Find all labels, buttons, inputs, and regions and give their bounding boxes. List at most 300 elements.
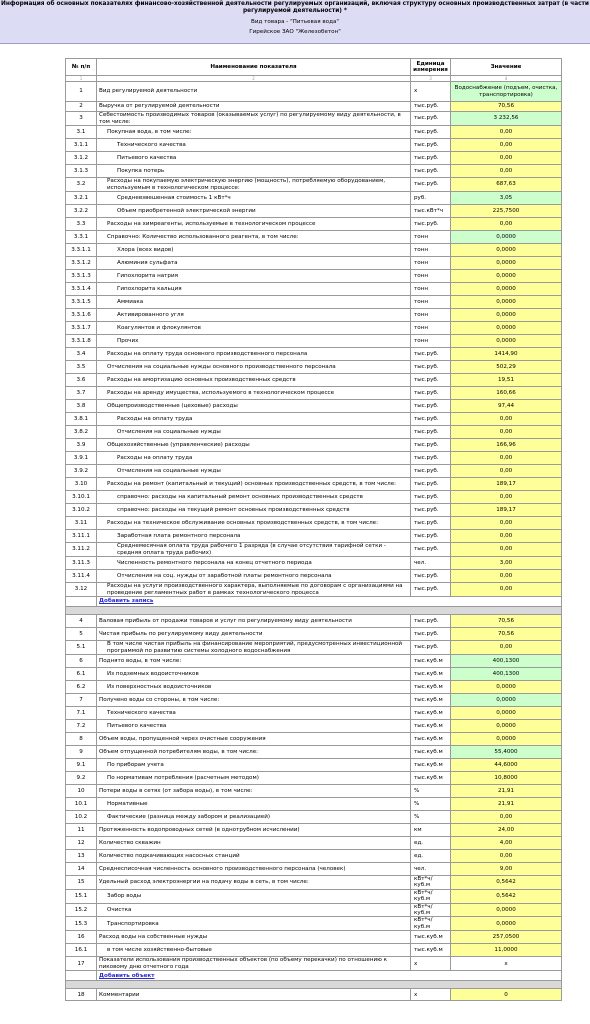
row-number: 3.1 (66, 126, 97, 139)
indicator-name: Отчисления на соц. нужды от заработной платы ремонтного персонала (97, 570, 411, 583)
value-cell[interactable]: 189,17 (451, 478, 562, 491)
table-row (66, 491, 562, 504)
value-cell[interactable]: 24,00 (451, 824, 562, 837)
table-body (66, 82, 562, 1001)
value-cell[interactable]: 9,00 (451, 863, 562, 876)
indicator-name: Расходы на оплату труда основного производственного персонала (97, 348, 411, 361)
value-cell[interactable]: 0,0000 (451, 257, 562, 270)
row-number: 17 (66, 957, 97, 971)
value-cell[interactable]: 0,0000 (451, 283, 562, 296)
row-number: 3.3.1.5 (66, 296, 97, 309)
value-cell[interactable]: 0,00 (451, 165, 562, 178)
value-cell[interactable]: 0,00 (451, 517, 562, 530)
indicator-name: Себестоимость производимых товаров (оказываемых услуг) по регулируемому виду деятельности, в том числе: (97, 112, 411, 126)
unit-cell: тыс.руб. (411, 152, 451, 165)
row-number: 3.8.1 (66, 413, 97, 426)
add-record-link[interactable]: Добавить запись (99, 598, 154, 605)
value-cell[interactable]: 0,0000 (451, 707, 562, 720)
indicator-name: Отчисления на социальные нужды (97, 426, 411, 439)
value-cell[interactable]: 166,96 (451, 439, 562, 452)
row-number: 3.8 (66, 400, 97, 413)
value-cell[interactable]: 10,8000 (451, 772, 562, 785)
value-cell: Водоснабжение (подъем, очистка, транспортировка) (451, 82, 562, 102)
row-number: 15.2 (66, 903, 97, 917)
table-row (66, 931, 562, 944)
row-number: 11 (66, 824, 97, 837)
table-row (66, 746, 562, 759)
table-row (66, 102, 562, 112)
table-row (66, 478, 562, 491)
row-number: 3.11.3 (66, 557, 97, 570)
row-number: 3.11.1 (66, 530, 97, 543)
unit-cell: тыс.руб. (411, 426, 451, 439)
row-number: 16 (66, 931, 97, 944)
indicator-name: Чистая прибыль по регулируемому виду деятельности (97, 628, 411, 641)
unit-cell: % (411, 798, 451, 811)
unit-cell: кВт*ч/куб.м (411, 876, 451, 890)
table-row (66, 557, 562, 570)
value-cell[interactable]: 257,0500 (451, 931, 562, 944)
indicator-name: Комментарии (97, 989, 411, 1001)
unit-cell: тыс.руб. (411, 615, 451, 628)
table-row (66, 82, 562, 102)
table-row (66, 876, 562, 890)
indicator-name: Прочих (97, 335, 411, 348)
table-row (66, 655, 562, 668)
indicator-name: Алюминия сульфата (97, 257, 411, 270)
indicator-name: По приборам учета (97, 759, 411, 772)
value-cell: 400,1300 (451, 655, 562, 668)
table-row (66, 837, 562, 850)
separator-cell (66, 981, 562, 989)
row-number: 7 (66, 694, 97, 707)
row-number: 7.2 (66, 720, 97, 733)
value-cell[interactable]: 0,00 (451, 139, 562, 152)
value-cell[interactable]: 21,91 (451, 798, 562, 811)
indicator-name: Покупка потерь (97, 165, 411, 178)
row-number: 10 (66, 785, 97, 798)
table-row (66, 205, 562, 218)
unit-cell: тыс.руб. (411, 641, 451, 655)
indicator-name: Количество подкачивающих насосных станций (97, 850, 411, 863)
row-number: 6 (66, 655, 97, 668)
table-row (66, 165, 562, 178)
value-cell[interactable]: 0,00 (451, 491, 562, 504)
separator-cell (66, 607, 562, 615)
unit-cell: тыс.руб. (411, 218, 451, 231)
table-row (66, 504, 562, 517)
table-row (66, 439, 562, 452)
add-object-link[interactable]: Добавить объект (99, 972, 155, 979)
unit-cell: тыс.руб. (411, 465, 451, 478)
unit-cell: тыс.куб.м (411, 931, 451, 944)
indicator-name: Расход воды на собственные нужды (97, 931, 411, 944)
table-row (66, 798, 562, 811)
unit-cell: тыс.руб. (411, 478, 451, 491)
table-row (66, 641, 562, 655)
unit-cell: тыс.руб. (411, 517, 451, 530)
indicator-name: Получено воды со стороны, в том числе: (97, 694, 411, 707)
unit-cell: тыс.руб. (411, 583, 451, 597)
unit-cell: тыс.руб. (411, 491, 451, 504)
table-row (66, 178, 562, 192)
unit-cell: тыс.куб.м (411, 759, 451, 772)
value-cell[interactable]: 21,91 (451, 785, 562, 798)
row-number: 7.1 (66, 707, 97, 720)
row-number: 15.3 (66, 917, 97, 931)
table-row (66, 126, 562, 139)
table-row (66, 668, 562, 681)
row-number: 3 (66, 112, 97, 126)
unit-cell: тыс.руб. (411, 178, 451, 192)
indicator-name: Отчисления на социальные нужды (97, 465, 411, 478)
row-number: 15 (66, 876, 97, 890)
table-row (66, 296, 562, 309)
value-cell[interactable]: 0,00 (451, 126, 562, 139)
value-cell[interactable]: 0,0000 (451, 270, 562, 283)
value-cell[interactable]: 0,00 (451, 426, 562, 439)
table-row (66, 889, 562, 903)
indicator-name: Объем воды, пропущенной через очистные сооружения (97, 733, 411, 746)
value-cell: 3,05 (451, 192, 562, 205)
indicator-name: Объем приобретенной электрической энергии (97, 205, 411, 218)
value-cell[interactable]: 0,00 (451, 543, 562, 557)
row-number: 3.4 (66, 348, 97, 361)
value-cell[interactable]: 0,5642 (451, 889, 562, 903)
row-number: 3.10.1 (66, 491, 97, 504)
table-row (66, 452, 562, 465)
unit-cell: ед. (411, 837, 451, 850)
table-row (66, 139, 562, 152)
value-cell[interactable]: 0,00 (451, 850, 562, 863)
value-cell: 0,0000 (451, 231, 562, 244)
table-row (66, 583, 562, 597)
value-cell[interactable]: 0,00 (451, 218, 562, 231)
table-row (66, 426, 562, 439)
table-row (66, 694, 562, 707)
indicator-name: Хлора (всех видов) (97, 244, 411, 257)
table-header-row (66, 59, 562, 76)
table-row (66, 903, 562, 917)
unit-cell: тыс.руб. (411, 439, 451, 452)
unit-cell: тыс.руб. (411, 112, 451, 126)
value-cell[interactable]: 0,0000 (451, 322, 562, 335)
value-cell[interactable]: 0,0000 (451, 903, 562, 917)
unit-cell: тыс.руб. (411, 102, 451, 112)
indicator-name: Средневзвешенная стоимость 1 кВт*ч (97, 192, 411, 205)
indicator-name: Поднято воды, в том числе: (97, 655, 411, 668)
unit-cell: тыс.руб. (411, 543, 451, 557)
unit-cell: тонн (411, 257, 451, 270)
value-cell[interactable]: 0,00 (451, 530, 562, 543)
value-cell[interactable]: 0,00 (451, 583, 562, 597)
row-number: 3.3 (66, 218, 97, 231)
table-row (66, 465, 562, 478)
indicator-name: Численность ремонтного персонала на конец отчетного периода (97, 557, 411, 570)
indicator-name: Количество скважин (97, 837, 411, 850)
unit-cell: тыс.куб.м (411, 707, 451, 720)
unit-cell: чел. (411, 863, 451, 876)
table-row (66, 989, 562, 1001)
unit-cell: тонн (411, 309, 451, 322)
row-number: 4 (66, 615, 97, 628)
value-cell[interactable]: 0,00 (451, 570, 562, 583)
table-row (66, 720, 562, 733)
unit-cell: кВт*ч/куб.м (411, 903, 451, 917)
page-header (0, 0, 590, 44)
value-cell[interactable]: 97,44 (451, 400, 562, 413)
row-number: 13 (66, 850, 97, 863)
value-cell[interactable]: 70,56 (451, 628, 562, 641)
row-number: 3.2.1 (66, 192, 97, 205)
indicator-name: Забор воды (97, 889, 411, 903)
row-number: 3.10.2 (66, 504, 97, 517)
table-row (66, 231, 562, 244)
row-number: 6.2 (66, 681, 97, 694)
indicator-name: Расходы на услуги производственного характера, выполняемые по договорам с организациями на проведение регламентных работ в рамках технологического процесса (97, 583, 411, 597)
indicator-name: Удельный расход электроэнергии на подачу воды в сеть, в том числе: (97, 876, 411, 890)
indicator-name: справочно: расходы на капитальный ремонт основных производственных средств (97, 491, 411, 504)
table-row (66, 863, 562, 876)
table-row (66, 628, 562, 641)
indicator-name: Выручка от регулируемой деятельности (97, 102, 411, 112)
row-number: 3.9.2 (66, 465, 97, 478)
row-number: 3.2 (66, 178, 97, 192)
row-number: 16.1 (66, 944, 97, 957)
indicator-name: Расходы на ремонт (капитальный и текущий) основных производственных средств, в том числе: (97, 478, 411, 491)
value-cell[interactable]: 189,17 (451, 504, 562, 517)
table-row (66, 400, 562, 413)
col-number: 4 (451, 76, 562, 82)
value-cell: 0,0000 (451, 694, 562, 707)
indicator-name: Коагулянтов и флокулянтов (97, 322, 411, 335)
table-row (66, 374, 562, 387)
unit-cell: тыс.куб.м (411, 944, 451, 957)
indicator-name: Общепроизводственные (цеховые) расходы (97, 400, 411, 413)
table-row (66, 244, 562, 257)
indicator-name: Расходы на аренду имущества, используемого в технологическом процессе (97, 387, 411, 400)
table-row (66, 387, 562, 400)
add-link-cell (97, 971, 562, 981)
indicator-name: Среднемесячная оплата труда рабочего 1 разряда (в случае отсутствия тарифной сетки - средняя оплата труда рабочих) (97, 543, 411, 557)
value-cell[interactable]: 0,0000 (451, 296, 562, 309)
row-number: 2 (66, 102, 97, 112)
unit-cell: кВт*ч/куб.м (411, 889, 451, 903)
row-number: 3.3.1.6 (66, 309, 97, 322)
row-number: 3.6 (66, 374, 97, 387)
unit-cell: х (411, 957, 451, 971)
col-header-name: Наименование показателя (97, 59, 411, 76)
unit-cell: тонн (411, 231, 451, 244)
table-row (66, 944, 562, 957)
unit-cell: тонн (411, 244, 451, 257)
row-number: 8 (66, 733, 97, 746)
value-cell[interactable]: 160,66 (451, 387, 562, 400)
value-cell[interactable]: 0,0000 (451, 917, 562, 931)
unit-cell: тыс.руб. (411, 570, 451, 583)
indicator-name: Отчисления на социальные нужды основного производственного персонала (97, 361, 411, 374)
row-number: 3.11.2 (66, 543, 97, 557)
value-cell[interactable]: 1414,90 (451, 348, 562, 361)
page-title: Информация об основных показателях финансово-хозяйственной деятельности регулируемых организаций, включая структуру основных производственных затрат (в части регулируемой деятельности) * (1, 1, 589, 14)
table-row (66, 192, 562, 205)
indicator-name: По нормативам потребления (расчетным методом) (97, 772, 411, 785)
row-number: 18 (66, 989, 97, 1001)
table-row (66, 283, 562, 296)
row-number: 3.3.1.3 (66, 270, 97, 283)
unit-cell: тыс.куб.м (411, 694, 451, 707)
unit-cell: тыс.руб. (411, 530, 451, 543)
organization-name: Гирейское ЗАО "Железобетон" (249, 29, 341, 35)
indicator-name: Нормативные (97, 798, 411, 811)
row-number: 3.3.1.4 (66, 283, 97, 296)
table-row (66, 517, 562, 530)
indicator-name: Технического качества (97, 139, 411, 152)
value-cell[interactable]: 0,0000 (451, 335, 562, 348)
value-cell[interactable]: 19,51 (451, 374, 562, 387)
indicator-name: Питьевого качества (97, 720, 411, 733)
unit-cell: тыс.руб. (411, 126, 451, 139)
table-row (66, 681, 562, 694)
row-number: 9.1 (66, 759, 97, 772)
row-number: 3.8.2 (66, 426, 97, 439)
table-row (66, 152, 562, 165)
value-cell[interactable]: 0,0000 (451, 309, 562, 322)
value-cell[interactable]: 0,0000 (451, 681, 562, 694)
table-row (66, 759, 562, 772)
indicator-name: Расходы на оплату труда (97, 452, 411, 465)
empty-cell (66, 971, 97, 981)
value-cell: 3 232,56 (451, 112, 562, 126)
unit-cell: х (411, 82, 451, 102)
value-cell: х (451, 957, 562, 971)
indicator-name: Питьевого качества (97, 152, 411, 165)
unit-cell: руб. (411, 192, 451, 205)
indicator-name: Справочно: Количество использованного реагента, в том числе: (97, 231, 411, 244)
row-number: 10.2 (66, 811, 97, 824)
value-cell[interactable]: 4,00 (451, 837, 562, 850)
row-number: 3.2.2 (66, 205, 97, 218)
value-cell[interactable]: 44,6000 (451, 759, 562, 772)
row-number: 3.3.1.8 (66, 335, 97, 348)
unit-cell: тыс.руб. (411, 374, 451, 387)
value-cell[interactable]: 0 (451, 989, 562, 1001)
add-link-row (66, 597, 562, 607)
value-cell[interactable]: 0,00 (451, 641, 562, 655)
value-cell[interactable]: 0,00 (451, 413, 562, 426)
table-row (66, 361, 562, 374)
indicator-name: Расходы на оплату труда (97, 413, 411, 426)
indicator-name: Транспортировка (97, 917, 411, 931)
row-number: 3.10 (66, 478, 97, 491)
col-header-unit: Единица измерения (411, 59, 451, 76)
row-number: 3.5 (66, 361, 97, 374)
value-cell[interactable]: 11,0000 (451, 944, 562, 957)
table-row (66, 917, 562, 931)
empty-cell (66, 597, 97, 607)
table-row (66, 413, 562, 426)
value-cell: 55,4000 (451, 746, 562, 759)
value-cell[interactable]: 0,00 (451, 811, 562, 824)
indicator-name: Расходы на техническое обслуживание основных производственных средств, в том числе: (97, 517, 411, 530)
unit-cell: тыс.куб.м (411, 655, 451, 668)
row-number: 3.12 (66, 583, 97, 597)
unit-cell: % (411, 811, 451, 824)
row-number: 6.1 (66, 668, 97, 681)
table-row (66, 707, 562, 720)
table-row (66, 850, 562, 863)
unit-cell: тыс.руб. (411, 504, 451, 517)
value-cell[interactable]: 70,56 (451, 102, 562, 112)
value-cell[interactable]: 225,7500 (451, 205, 562, 218)
value-cell[interactable]: 0,00 (451, 452, 562, 465)
unit-cell: тыс.куб.м (411, 772, 451, 785)
indicator-name: Расходы на химреагенты, используемые в технологическом процессе (97, 218, 411, 231)
unit-cell: тыс.руб. (411, 387, 451, 400)
unit-cell: тыс.куб.м (411, 668, 451, 681)
value-cell[interactable]: 687,63 (451, 178, 562, 192)
indicator-name: справочно: расходы на текущий ремонт основных производственных средств (97, 504, 411, 517)
value-cell[interactable]: 0,5642 (451, 876, 562, 890)
indicator-name: Показатели использования производственных объектов (по объему перекачки) по отношению к пиковому дню отчетного года (97, 957, 411, 971)
indicator-name: В том числе чистая прибыль на финансирование мероприятий, предусмотренных инвестиционной программой по развитию системы холодного водоснабжения (97, 641, 411, 655)
value-cell[interactable]: 0,0000 (451, 720, 562, 733)
row-number: 3.3.1.2 (66, 257, 97, 270)
indicator-name: Из подземных водоисточников (97, 668, 411, 681)
row-number: 3.3.1 (66, 231, 97, 244)
value-cell[interactable]: 0,00 (451, 465, 562, 478)
row-number: 5.1 (66, 641, 97, 655)
value-cell[interactable]: 0,0000 (451, 244, 562, 257)
value-cell[interactable]: 3,00 (451, 557, 562, 570)
indicator-name: Гипохлорита натрия (97, 270, 411, 283)
indicator-name: Очистка (97, 903, 411, 917)
table-row (66, 112, 562, 126)
unit-cell: ед. (411, 850, 451, 863)
value-cell[interactable]: 0,00 (451, 152, 562, 165)
table-row (66, 348, 562, 361)
row-number: 3.1.2 (66, 152, 97, 165)
indicator-name: Технического качества (97, 707, 411, 720)
indicator-name: Покупная вода, в том числе: (97, 126, 411, 139)
row-number: 3.7 (66, 387, 97, 400)
indicators-table-container (65, 58, 561, 1001)
unit-cell: тонн (411, 283, 451, 296)
value-cell[interactable]: 502,29 (451, 361, 562, 374)
value-cell[interactable]: 0,0000 (451, 733, 562, 746)
col-header-number: № п/п (66, 59, 97, 76)
table-row (66, 811, 562, 824)
row-number: 15.1 (66, 889, 97, 903)
unit-cell: кВт*ч/куб.м (411, 917, 451, 931)
unit-cell: х (411, 989, 451, 1001)
unit-cell: тонн (411, 270, 451, 283)
row-number: 3.3.1.1 (66, 244, 97, 257)
table-row (66, 335, 562, 348)
row-number: 3.11 (66, 517, 97, 530)
indicator-name: в том числе хозяйственно-бытовые (97, 944, 411, 957)
table-row (66, 772, 562, 785)
row-number: 3.11.4 (66, 570, 97, 583)
unit-cell: тыс.куб.м (411, 733, 451, 746)
value-cell[interactable]: 70,56 (451, 615, 562, 628)
product-type: Вид товара - "Питьевая вода" (251, 19, 339, 25)
row-number: 3.3.1.7 (66, 322, 97, 335)
unit-cell: тыс.куб.м (411, 746, 451, 759)
table-row (66, 270, 562, 283)
value-cell: 400,1300 (451, 668, 562, 681)
unit-cell: тонн (411, 322, 451, 335)
